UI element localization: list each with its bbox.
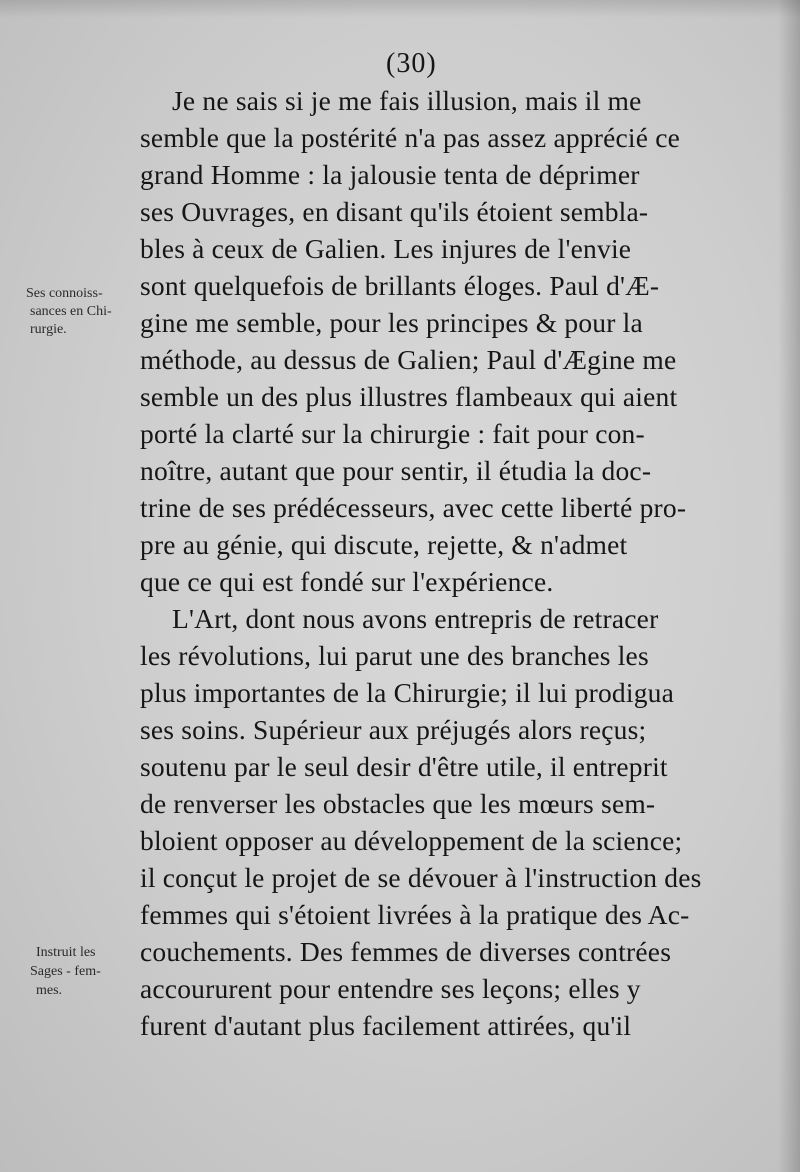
- text-line: sont quelquefois de brillants éloges. Paul d'Æ-: [140, 270, 660, 301]
- margin-note-1-line-1: Ses connoiss-: [26, 286, 103, 301]
- text-line: que ce qui est fondé sur l'expérience.: [140, 566, 554, 597]
- text-line: plus importantes de la Chirurgie; il lui prodigua: [140, 677, 675, 708]
- page-top-shadow: [0, 0, 800, 18]
- text-line: porté la clarté sur la chirurgie : fait pour con-: [140, 418, 645, 449]
- margin-note-2-line-3: mes.: [36, 983, 63, 998]
- text-line: semble que la postérité n'a pas assez apprécié ce: [140, 122, 681, 153]
- margin-note-2-line-2: Sages - fem-: [30, 964, 101, 979]
- text-line: il conçut le projet de se dévouer à l'instruction des: [140, 862, 702, 893]
- text-line: les révolutions, lui parut une des branches les: [140, 640, 649, 671]
- text-line: femmes qui s'étoient livrées à la pratique des Ac-: [140, 899, 690, 930]
- text-line: grand Homme : la jalousie tenta de déprimer: [140, 159, 640, 190]
- margin-note-2-line-1: Instruit les: [36, 945, 96, 960]
- text-line: bloient opposer au développement de la science;: [140, 825, 683, 856]
- text-line: semble un des plus illustres flambeaux qui aient: [140, 381, 678, 412]
- margin-note-1-line-3: rurgie.: [30, 322, 67, 337]
- text-line: furent d'autant plus facilement attirées, qu'il: [140, 1010, 632, 1041]
- text-line: ses Ouvrages, en disant qu'ils étoient sembla-: [140, 196, 649, 227]
- page-number: (30): [386, 48, 437, 79]
- margin-note-1-line-2: sances en Chi-: [30, 304, 112, 319]
- text-line: noître, autant que pour sentir, il étudia la doc-: [140, 455, 652, 486]
- text-line: Je ne sais si je me fais illusion, mais il me: [172, 85, 642, 116]
- text-line: ses soins. Supérieur aux préjugés alors reçus;: [140, 714, 647, 745]
- text-line: de renverser les obstacles que les mœurs sem-: [140, 788, 656, 819]
- text-line: bles à ceux de Galien. Les injures de l'envie: [140, 233, 632, 264]
- text-line: pre au génie, qui discute, rejette, & n'admet: [140, 529, 628, 560]
- text-line: gine me semble, pour les principes & pour la: [140, 307, 643, 338]
- text-line: accoururent pour entendre ses leçons; elles y: [140, 973, 641, 1004]
- page-edge-shadow: [778, 0, 800, 1172]
- text-line: soutenu par le seul desir d'être utile, il entreprit: [140, 751, 668, 782]
- text-line: couchements. Des femmes de diverses contrées: [140, 936, 672, 967]
- text-line: trine de ses prédécesseurs, avec cette liberté pro-: [140, 492, 687, 523]
- text-line: méthode, au dessus de Galien; Paul d'Ægine me: [140, 344, 677, 375]
- text-line: L'Art, dont nous avons entrepris de retracer: [172, 603, 659, 634]
